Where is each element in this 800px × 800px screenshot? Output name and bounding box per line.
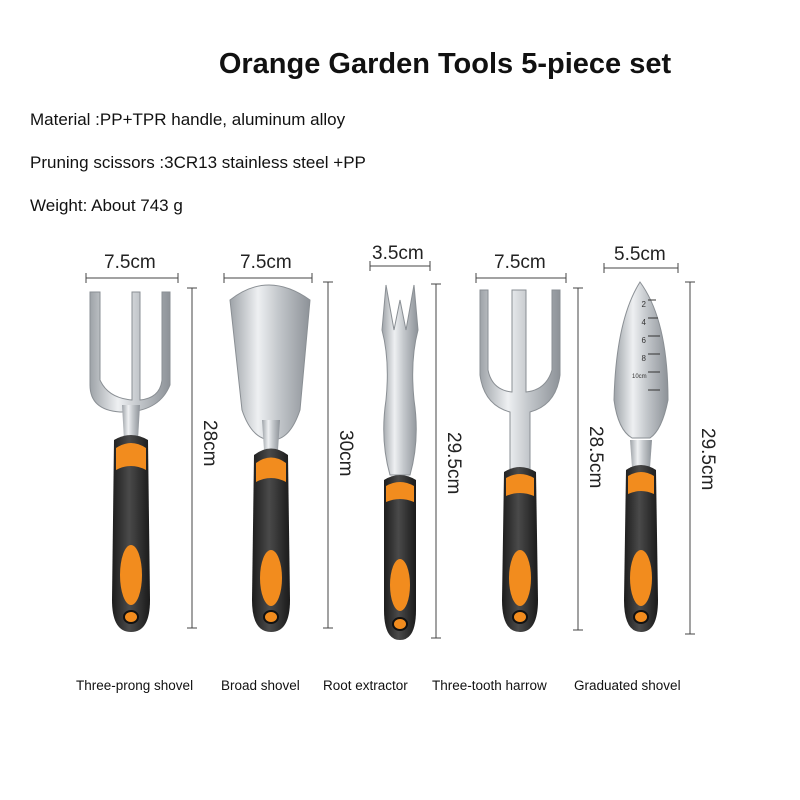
length-label-graduated: 29.5cm	[697, 428, 718, 491]
graduation-label: 8	[641, 354, 646, 363]
graduation-label: 6	[641, 336, 646, 345]
tool-name-three-prong: Three-prong shovel	[76, 678, 194, 693]
width-label-root: 3.5cm	[372, 243, 424, 264]
width-label-broad: 7.5cm	[240, 252, 292, 273]
broad-shovel-image	[230, 285, 310, 632]
length-label-root: 29.5cm	[443, 432, 464, 495]
tool-name-root: Root extractor	[323, 678, 408, 693]
graduation-label: 4	[641, 318, 646, 327]
tool-name-harrow: Three-tooth harrow	[432, 678, 547, 693]
width-label-graduated: 5.5cm	[614, 244, 666, 265]
graduation-labels	[632, 296, 646, 386]
width-label-three-prong: 7.5cm	[104, 252, 156, 273]
tool-name-graduated: Graduated shovel	[574, 678, 681, 693]
page-title: Orange Garden Tools 5-piece set	[218, 48, 672, 80]
spec-weight: Weight: About 743 g	[30, 196, 183, 215]
length-label-three-prong: 28cm	[199, 420, 220, 467]
root-extractor-image	[382, 285, 418, 640]
graduation-label: 2	[641, 300, 646, 309]
length-label-broad: 30cm	[335, 430, 356, 477]
spec-material: Material :PP+TPR handle, aluminum alloy	[30, 110, 346, 129]
tool-name-broad: Broad shovel	[221, 678, 300, 693]
length-label-harrow: 28.5cm	[585, 426, 606, 489]
three-tooth-harrow-image	[480, 290, 560, 632]
width-label-harrow: 7.5cm	[494, 252, 546, 273]
graduation-label: 10cm	[632, 374, 647, 380]
three-prong-shovel-image	[90, 292, 170, 632]
spec-scissors: Pruning scissors :3CR13 stainless steel +PP	[30, 153, 366, 172]
